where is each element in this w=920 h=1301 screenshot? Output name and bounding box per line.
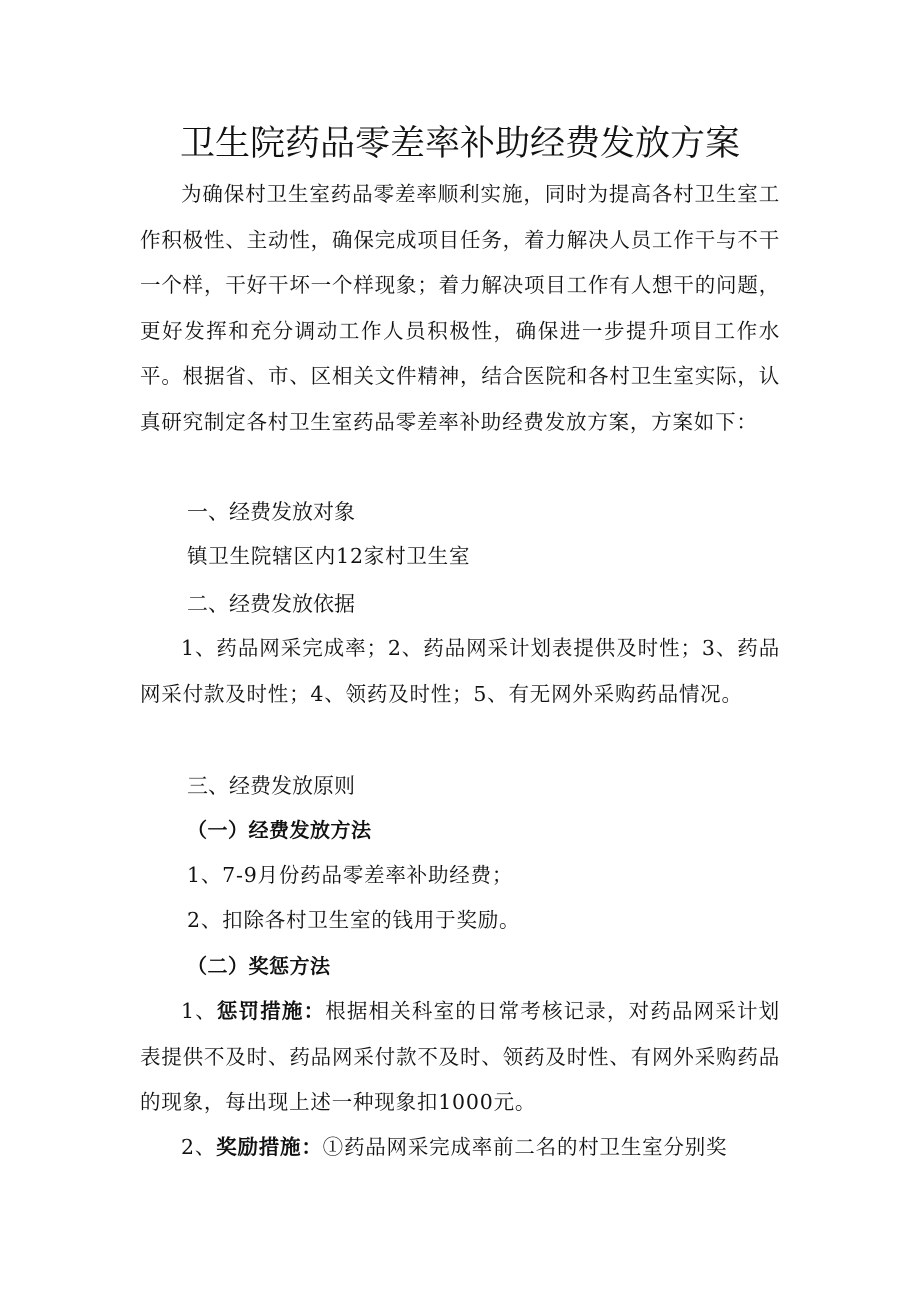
subsection1-heading: （一）经费发放方法: [187, 818, 372, 842]
penalty-prefix: 1、: [181, 999, 217, 1023]
subsection2-heading: （二）奖惩方法: [187, 954, 331, 978]
section2-heading: 二、经费发放依据: [187, 592, 355, 616]
reward-prefix: 2、: [181, 1135, 217, 1159]
subsection1-item1: 1、7-9月份药品零差率补助经费；: [187, 863, 514, 887]
section3-heading: 三、经费发放原则: [187, 774, 355, 798]
reward-paragraph: [140, 1125, 780, 1171]
section1-body: 镇卫生院辖区内12家村卫生室: [187, 544, 471, 568]
penalty-label: 惩罚措施：: [216, 999, 326, 1023]
penalty-paragraph: [140, 989, 780, 1126]
section1-heading: 一、经费发放对象: [187, 500, 355, 524]
subsection1-item2: 2、扣除各村卫生室的钱用于奖励。: [187, 908, 521, 932]
intro-paragraph: 为确保村卫生室药品零差率顺利实施，同时为提高各村卫生室工作积极性、主动性，确保完成项目任务，着力解决人员工作干与不干一个样，干好干坏一个样现象；着力解决项目工作有人想干的问题，更好发挥和充分调动工作人员积极性，确保进一步提升项目工作水平。根据省、市、区相关文件精神，结合医院和各村卫生室实际，认真研究制定各村卫生室药品零差率补助经费发放方案，方案如下：: [140, 182, 780, 434]
penalty-text: 根据相关科室的日常考核记录，对药品网采计划表提供不及时、药品网采付款不及时、领药及时性、有网外采购药品的现象，每出现上述一种现象扣1000元。: [140, 999, 780, 1114]
section2-body: 1、药品网采完成率；2、药品网采计划表提供及时性；3、药品网采付款及时性；4、领药及时性；5、有无网外采购药品情况。: [140, 636, 780, 706]
document-title: 卫生院药品零差率补助经费发放方案: [179, 124, 740, 164]
reward-text: ①药品网采完成率前二名的村卫生室分别奖: [322, 1135, 728, 1159]
reward-label: 奖励措施：: [216, 1135, 323, 1159]
